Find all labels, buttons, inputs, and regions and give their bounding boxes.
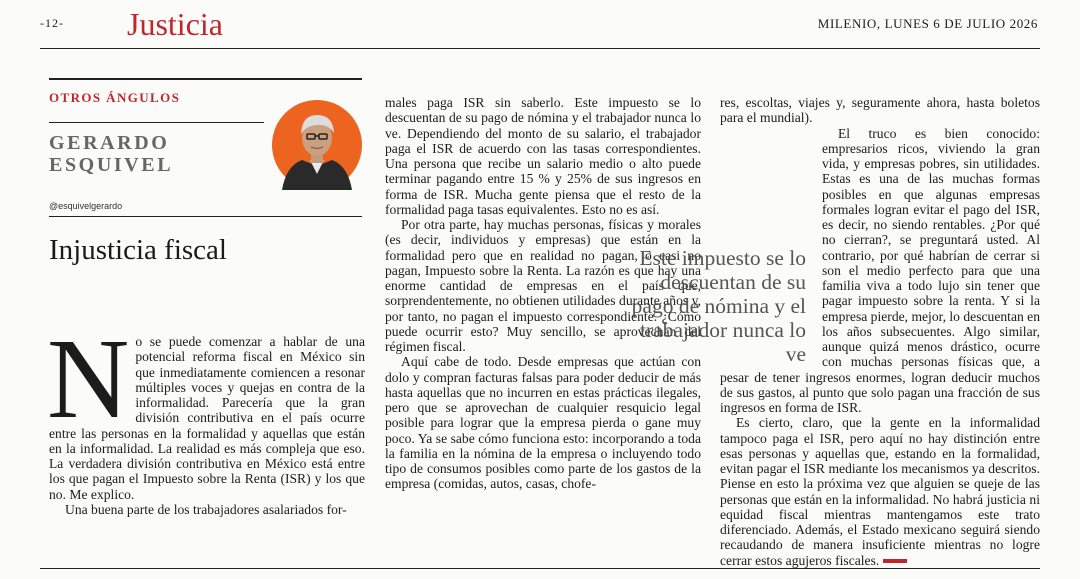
handle-rule: [49, 216, 362, 217]
paragraph-2-start: Una buena parte de los trabajadores asalariados for-: [65, 501, 347, 517]
paragraph-4: Aquí cabe de todo. Desde empresas que actúan con dolo y compran facturas falsas para poder deducir de más hasta aquellas que no incurren en estas prácticas ilegales, pero que se aprovechan de cualquier resquicio legal posible para lograr que la empresa pierda o gane muy poco. Ya se sabe cómo funciona esto: incorporando a toda la familia en la nómina de la empresa o incluyendo todo tipo de consumos posibles como parte de los gastos de la empresa (comidas, autos, casas, chofe-: [385, 354, 701, 492]
pull-quote: Este impuesto se lo descuentan de su pago de nómina y el trabajador nunca lo ve: [631, 246, 806, 366]
paragraph-4-cont: res, escoltas, viajes y, seguramente ahora, hasta boletos para el mundial).: [720, 95, 1040, 126]
paragraph-1: o se puede comenzar a hablar de una potencial reforma fiscal en México sin que inmediatamente comiencen a resonar múltiples voces y quejas en contra de la informalidad. Parecería que la gran división contributiva en el país ocurre entre las personas en la formalidad y aquellas que están en la informalidad. La realidad es más compleja que eso. La verdadera división contributiva en México está entre los que pagan el Impuesto sobre la Renta (ISR) y los que no. Me explico.: [49, 334, 365, 502]
header-rule: [40, 48, 1040, 49]
page-number: -12-: [40, 16, 64, 30]
author-photo: [272, 100, 362, 190]
paragraph-6: Es cierto, claro, que la gente en la informalidad tampoco paga el ISR, pero aquí no hay distinción entre esas personas y aquellas que, estando en la formalidad, evitan pagar el ISR mediante los mecanismos ya descritos. Piense en esto la próxima vez que alguien se queje de las personas que están en la informalidad. No habrá justicia ni equidad fiscal mientras mantengamos este trato diferenciado. Además, el Estado mexicano seguirá siendo recaudando de manera insuficiente mientras no logre cerrar estos agujeros fiscales.: [720, 415, 1040, 568]
end-mark: [883, 559, 907, 563]
kicker-rule: [49, 122, 264, 123]
paragraph-5: El truco es bien conocido: empresarios ricos, viviendo la gran vida, y empresas pobres, sin utilidades. Estas es una de las muchas formas posibles en que algunas empresas formales logran evitar el pago del ISR, es decir, no siendo rentables. ¿Por qué no cierran?, se preguntará usted. Al contrario, por qué habrían de cerrar si son el medio perfecto para que una familia viva a todo lujo sin tener que pagar impuesto sobre la renta. Y si la empresa pierde, mejor, lo descuentan en los años subsecuentes. Algo similar, aunque quizá menos drástico, ocurre con muchas personas físicas que, a pesar de tener ingresos enormes, logran deducir muchos de sus gastos, al punto que solo pagan una fracción de sus ingresos en forma de ISR.: [720, 125, 1040, 415]
article-column-1: [47, 315, 365, 544]
paragraph-2-cont: males paga ISR sin saberlo. Este impuesto se lo descuentan de su pago de nómina y el trabajador nunca lo ve. Dependiendo del monto de su salario, el trabajador paga el ISR de acuerdo con las tasas correspondientes. Una persona que recibe un salario medio o alto puede terminar pagando entre 15 % y 25% de sus ingresos en forma de ISR. Mucha gente piensa que el resto de la formalidad paga tasas equivalentes. Esto no es así.: [385, 95, 701, 217]
section-title: Justicia: [127, 6, 223, 42]
drop-cap: N: [47, 315, 130, 442]
paragraph-3: Por otra parte, hay muchas personas, físicas y morales (es decir, individuos y empresas) que están en la formalidad pero que en realidad no pagan, o casi no pagan, Impuesto sobre la Renta. La razón es que hay una enorme cantidad de empresas en el país que, sorprendentemente, no obtienen utilidades durante años y, por tanto, no pagan el impuesto correspondiente. ¿Cómo puede ocurrir esto? Muy sencillo, se aprovechan del régimen fiscal.: [385, 217, 701, 354]
footer-rule: [40, 568, 1040, 569]
author-portrait-icon: [272, 100, 362, 190]
column-top-rule: [49, 78, 362, 80]
masthead-date: MILENIO, LUNES 6 DE JULIO 2026: [817, 16, 1038, 31]
headline: Injusticia fiscal: [49, 234, 227, 266]
author-name: GERARDO ESQUIVEL: [49, 132, 174, 176]
kicker: OTROS ÁNGULOS: [49, 90, 181, 105]
author-handle: @esquivelgerardo: [49, 201, 123, 211]
